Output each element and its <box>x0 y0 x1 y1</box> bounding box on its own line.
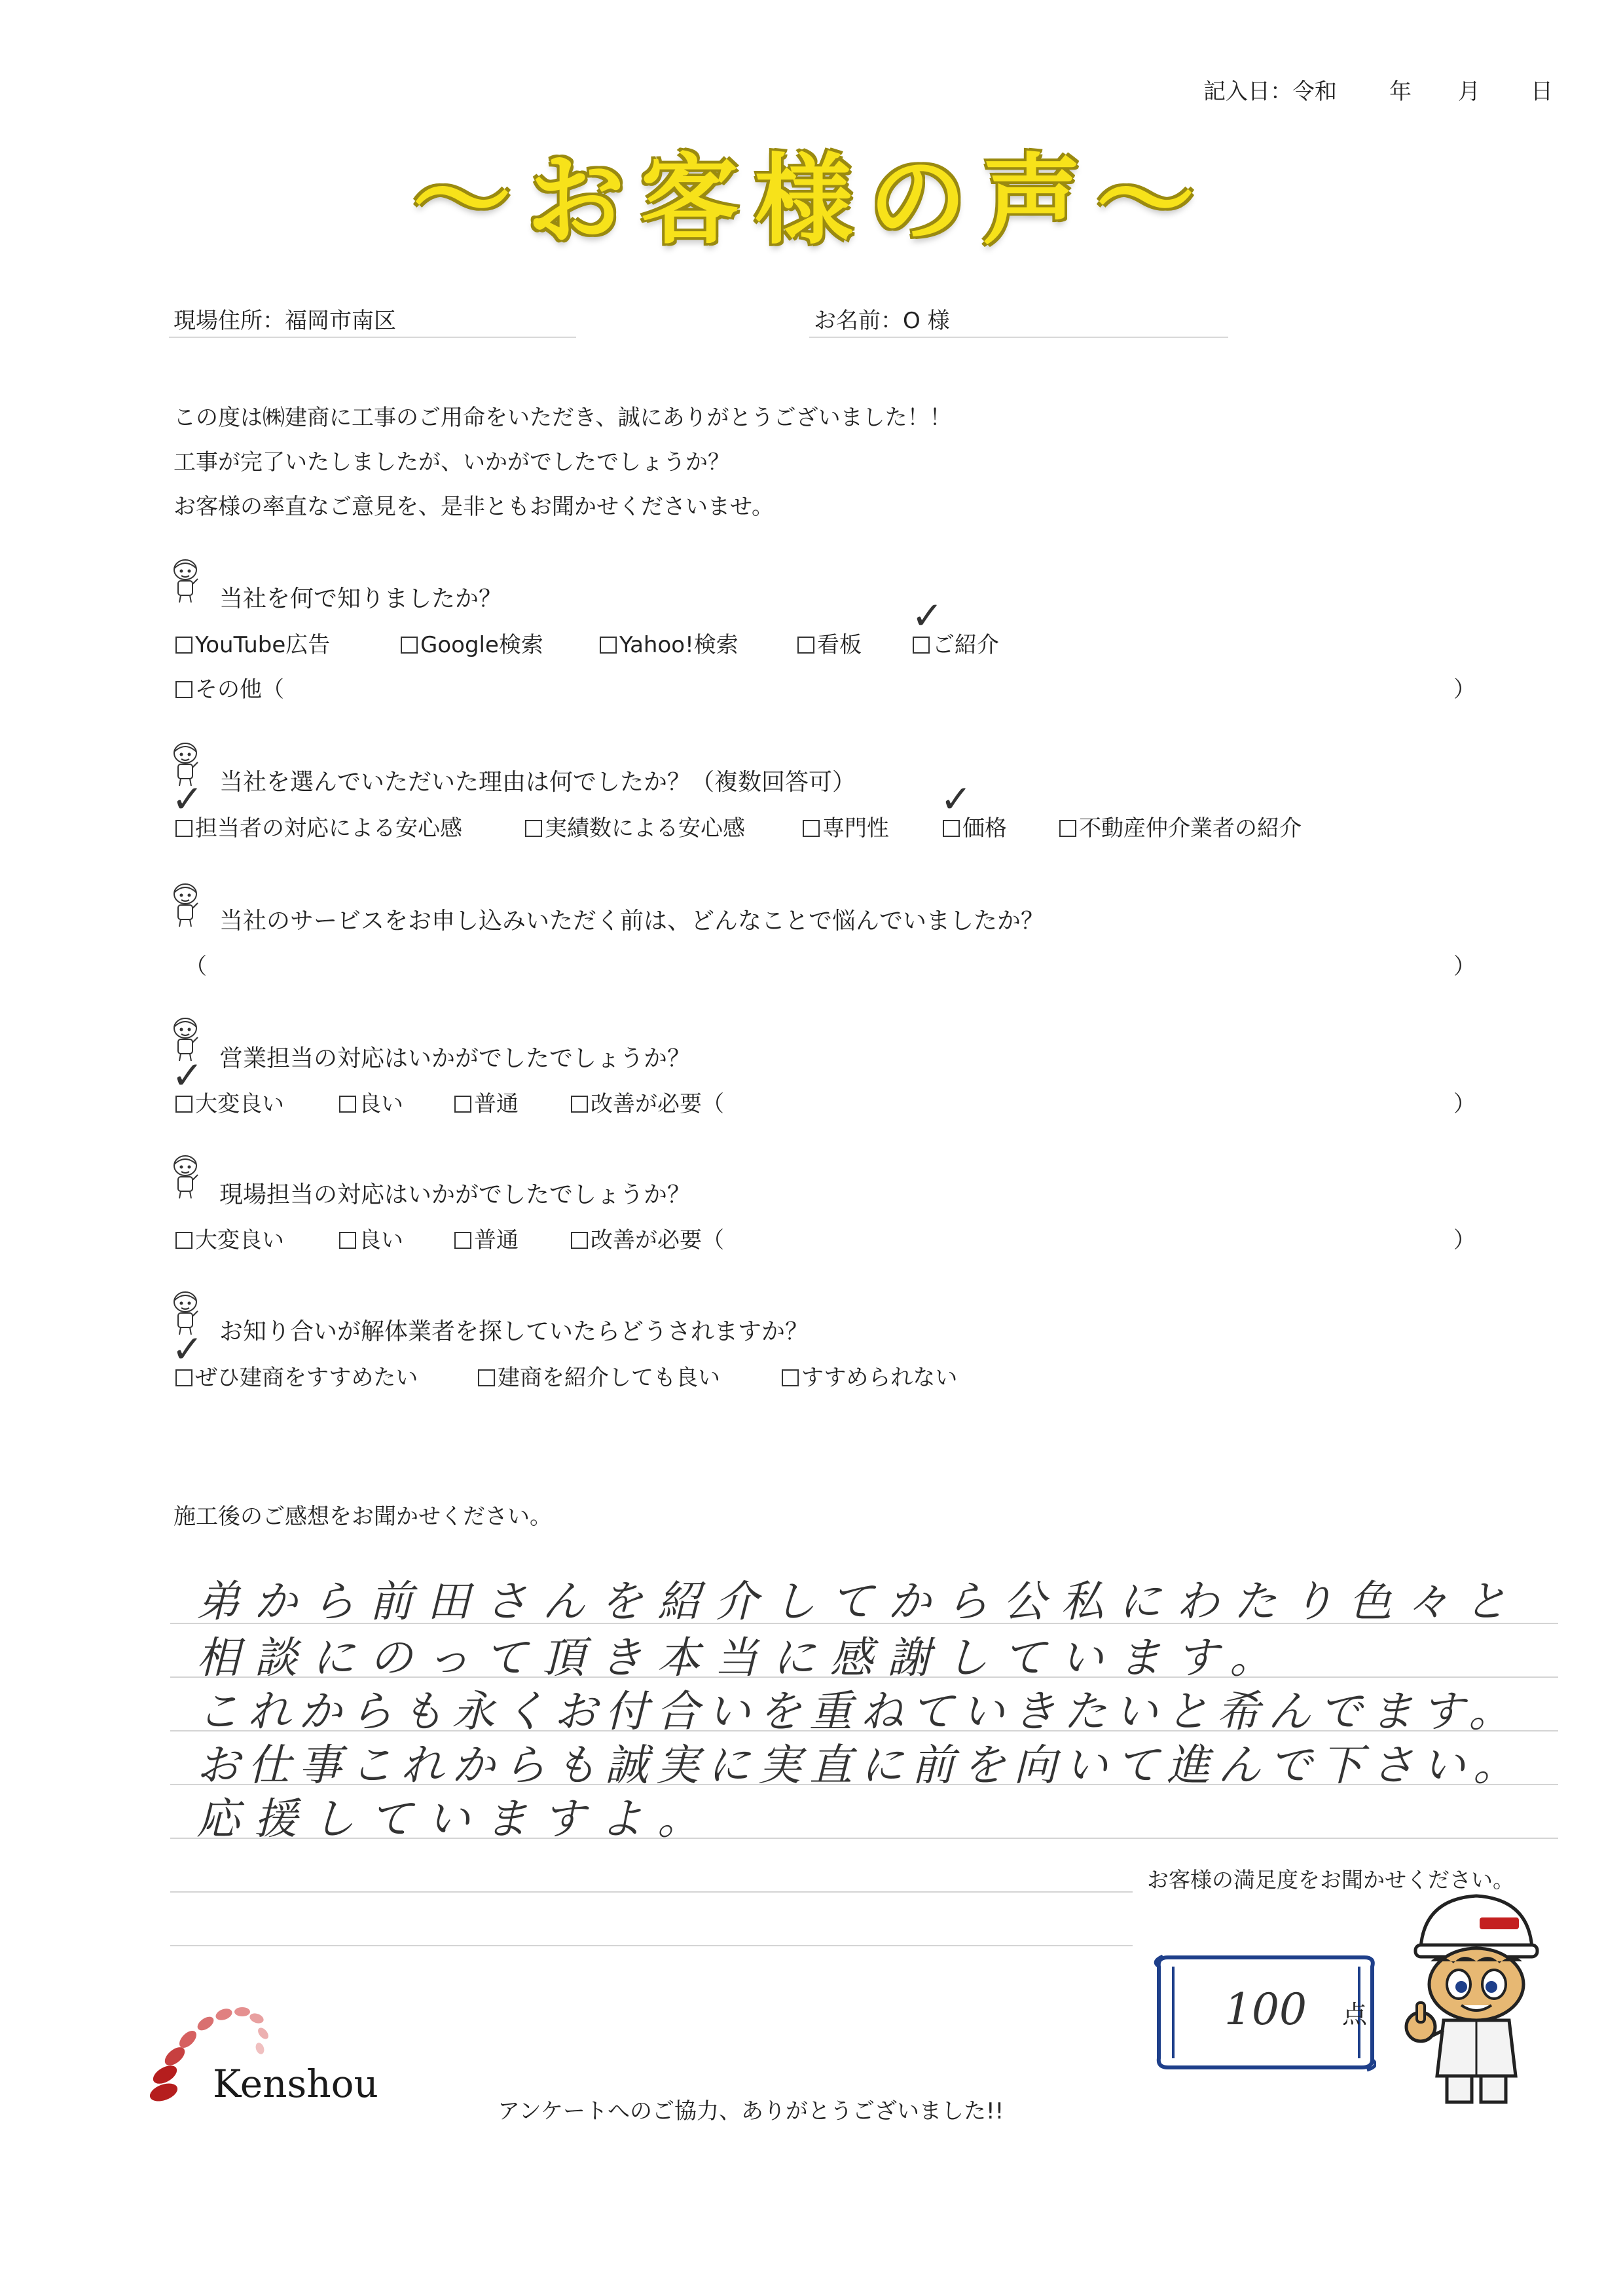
checkbox[interactable] <box>401 637 418 654</box>
q3-open-paren: （ <box>185 954 207 980</box>
kenshou-logo-text: Kenshou <box>213 2062 378 2106</box>
q5-option-average[interactable]: 普通 <box>454 1222 519 1254</box>
check-mark-icon: ✓ <box>172 777 204 821</box>
checkbox[interactable] <box>571 1232 588 1249</box>
page-title: ～お客様の声～ <box>412 144 1211 258</box>
satisfaction-label: お客様の満足度をお聞かせください。 <box>1147 1867 1514 1893</box>
day-label: 日 <box>1531 79 1553 105</box>
q1-option-google[interactable]: Google検索 <box>401 627 543 659</box>
q2-question: 当社を選んでいただいた理由は何でしたか？（複数回答可） <box>219 769 856 796</box>
impressions-label: 施工後のご感想をお聞かせください。 <box>173 1504 552 1530</box>
name-label: お名前：O 様 <box>814 308 950 334</box>
checkbox[interactable] <box>571 1096 588 1113</box>
q4-option-needs-improvement[interactable]: 改善が必要（ <box>571 1086 724 1118</box>
q5-option-needs-improvement[interactable]: 改善が必要（ <box>571 1222 724 1254</box>
footer-thanks: アンケートへのご協力、ありがとうございました!! <box>498 2098 1004 2124</box>
checkbox[interactable] <box>175 681 192 698</box>
q1-close-paren: ） <box>1453 676 1476 703</box>
checkbox[interactable] <box>782 1369 799 1386</box>
q5-question: 現場担当の対応はいかがでしたでしょうか？ <box>219 1181 691 1208</box>
q6-option-may-introduce[interactable]: 建商を紹介しても良い <box>478 1360 720 1392</box>
q4-option-good[interactable]: 良い <box>339 1086 403 1118</box>
checkbox[interactable] <box>913 637 930 654</box>
q3-question: 当社のサービスをお申し込みいただく前は、どんなことで悩んでいましたか？ <box>219 908 1045 935</box>
checkbox[interactable] <box>175 1232 192 1249</box>
name-underline <box>809 337 1228 338</box>
ruled-line <box>170 1891 1133 1893</box>
mascot-icon <box>169 557 202 604</box>
intro-line-3: お客様の率直なご意見を、是非ともお聞かせくださいませ。 <box>173 494 774 520</box>
date-label: 記入日：令和 <box>1203 79 1337 105</box>
check-mark-icon: ✓ <box>940 777 972 821</box>
checkbox[interactable] <box>175 637 192 654</box>
address-underline <box>169 337 576 338</box>
mascot-icon <box>169 1153 202 1200</box>
q5-option-very-good[interactable]: 大変良い <box>175 1222 284 1254</box>
checkbox[interactable] <box>175 820 192 837</box>
q2-option-track-record[interactable]: 実績数による安心感 <box>525 810 745 842</box>
handwritten-line-4: お仕事これからも誠実に実直に前を向いて進んで下さい。 <box>196 1740 1524 1790</box>
year-label: 年 <box>1389 79 1412 105</box>
handwritten-line-2: 相談にのって頂き本当に感謝しています。 <box>196 1633 1288 1683</box>
checkbox[interactable] <box>175 1096 192 1113</box>
mascot-icon <box>169 881 202 928</box>
q2-option-price[interactable]: 価格 <box>943 810 1007 842</box>
q2-option-staff[interactable]: 担当者の対応による安心感 <box>175 810 462 842</box>
handwritten-line-3: これからも永くお付合いを重ねていきたいと希んでます。 <box>196 1686 1520 1737</box>
check-mark-icon: ✓ <box>172 1053 204 1098</box>
q2-option-realestate[interactable]: 不動産仲介業者の紹介 <box>1059 810 1302 842</box>
q6-option-recommend[interactable]: ぜひ建商をすすめたい <box>175 1360 418 1392</box>
q3-close-paren: ） <box>1453 954 1476 980</box>
check-mark-icon: ✓ <box>172 1327 204 1371</box>
q4-option-very-good[interactable]: 大変良い <box>175 1086 284 1118</box>
address-label: 現場住所：福岡市南区 <box>173 308 396 334</box>
checkbox[interactable] <box>943 820 960 837</box>
checkbox[interactable] <box>600 637 617 654</box>
intro-line-1: この度は㈱建商に工事のご用命をいただき、誠にありがとうございました！！ <box>173 405 952 431</box>
intro-line-2: 工事が完了いたしましたが、いかがでしたでしょうか？ <box>173 449 730 475</box>
q2-option-expertise[interactable]: 専門性 <box>803 810 889 842</box>
satisfaction-score: 100 <box>1224 1984 1307 2035</box>
checkbox[interactable] <box>454 1096 471 1113</box>
q6-question: お知り合いが解体業者を探していたらどうされますか？ <box>219 1318 809 1345</box>
q5-close-paren: ） <box>1453 1227 1476 1253</box>
q1-option-referral[interactable]: ご紹介 <box>913 627 999 659</box>
handwritten-line-5: 応援していますよ。 <box>196 1794 715 1844</box>
q1-option-youtube[interactable]: YouTube広告 <box>175 627 330 659</box>
month-label: 月 <box>1458 79 1480 105</box>
ruled-line <box>170 1945 1133 1946</box>
q4-close-paren: ） <box>1453 1091 1476 1117</box>
checkbox[interactable] <box>525 820 542 837</box>
score-unit: 点 <box>1342 2000 1368 2029</box>
q5-option-good[interactable]: 良い <box>339 1222 403 1254</box>
q4-question: 営業担当の対応はいかがでしたでしょうか？ <box>219 1045 691 1072</box>
q4-option-average[interactable]: 普通 <box>454 1086 519 1118</box>
checkbox[interactable] <box>478 1369 495 1386</box>
q1-option-other[interactable]: その他（ <box>175 671 284 703</box>
checkbox[interactable] <box>454 1232 471 1249</box>
q1-question: 当社を何で知りましたか？ <box>219 585 503 612</box>
checkbox[interactable] <box>797 637 814 654</box>
q1-option-yahoo[interactable]: Yahoo!検索 <box>600 627 739 659</box>
handwritten-line-1: 弟から前田さんを紹介してから公私にわたり色々と <box>196 1576 1522 1627</box>
checkbox[interactable] <box>339 1096 356 1113</box>
checkbox[interactable] <box>175 1369 192 1386</box>
checkbox[interactable] <box>1059 820 1076 837</box>
q1-option-signboard[interactable]: 看板 <box>797 627 862 659</box>
check-mark-icon: ✓ <box>911 593 943 638</box>
q6-option-not-recommend[interactable]: すすめられない <box>782 1360 957 1392</box>
checkbox[interactable] <box>803 820 820 837</box>
checkbox[interactable] <box>339 1232 356 1249</box>
mascot-worker-icon <box>1401 1886 1552 2109</box>
